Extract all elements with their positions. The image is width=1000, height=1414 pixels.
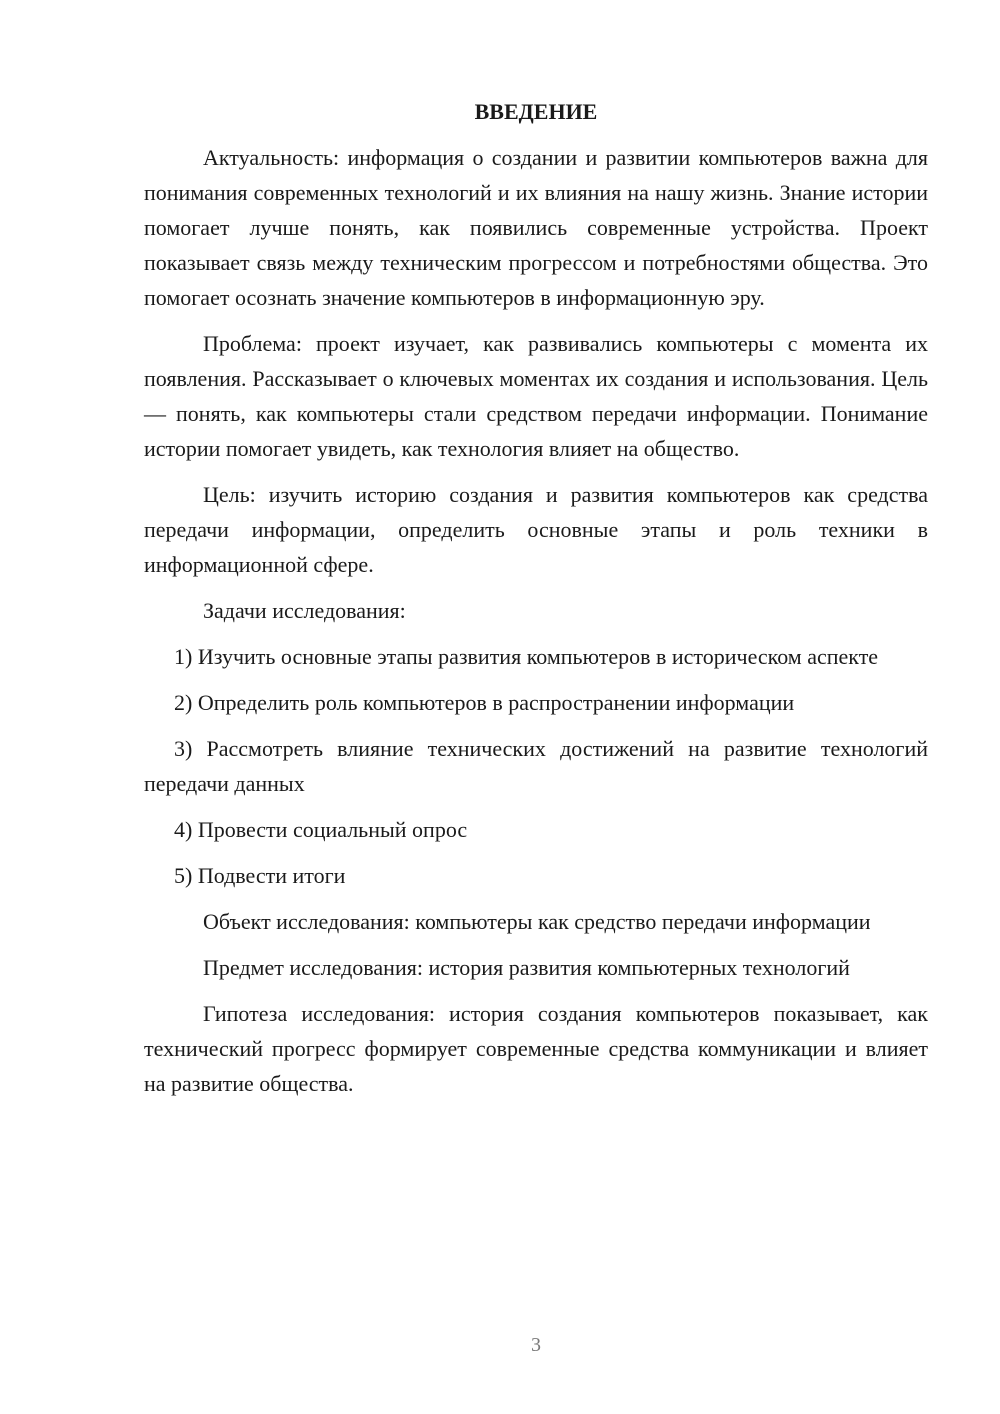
- relevance-paragraph: Актуальность: информация о создании и развитии компьютеров важна для понимания современных технологий и их влияния на нашу жизнь. Знание истории помогает лучше понять, как появились современные устройства. Проект показывает связь между техническим прогрессом и потребностями общества. Это помогает осознать значение компьютеров в информационную эру.: [144, 145, 928, 310]
- page-content: [144, 94, 928, 1112]
- tasks-heading: Задачи исследования:: [203, 598, 406, 623]
- page-number: 3: [531, 1334, 541, 1356]
- task-item-5: 5) Подвести итоги: [174, 863, 346, 888]
- goal-paragraph: Цель: изучить историю создания и развития компьютеров как средства передачи информации, определить основные этапы и роль техники в информационной сфере.: [144, 482, 928, 577]
- subject-paragraph: Предмет исследования: история развития компьютерных технологий: [203, 955, 850, 980]
- problem-paragraph: Проблема: проект изучает, как развивались компьютеры с момента их появления. Рассказывает о ключевых моментах их создания и использования. Цель — понять, как компьютеры стали средством передачи информации. Понимание истории помогает увидеть, как технология влияет на общество.: [144, 331, 928, 461]
- object-paragraph: Объект исследования: компьютеры как средство передачи информации: [203, 909, 871, 934]
- task-item-3: 3) Рассмотреть влияние технических достижений на развитие технологий передачи данных: [144, 736, 928, 796]
- task-item-2: 2) Определить роль компьютеров в распространении информации: [174, 690, 795, 715]
- section-title: ВВЕДЕНИЕ: [474, 99, 598, 124]
- task-item-4: 4) Провести социальный опрос: [174, 817, 468, 842]
- hypothesis-paragraph: Гипотеза исследования: история создания компьютеров показывает, как технический прогресс формирует современные средства коммуникации и влияет на развитие общества.: [144, 1001, 928, 1096]
- task-item-1: 1) Изучить основные этапы развития компьютеров в историческом аспекте: [174, 644, 879, 669]
